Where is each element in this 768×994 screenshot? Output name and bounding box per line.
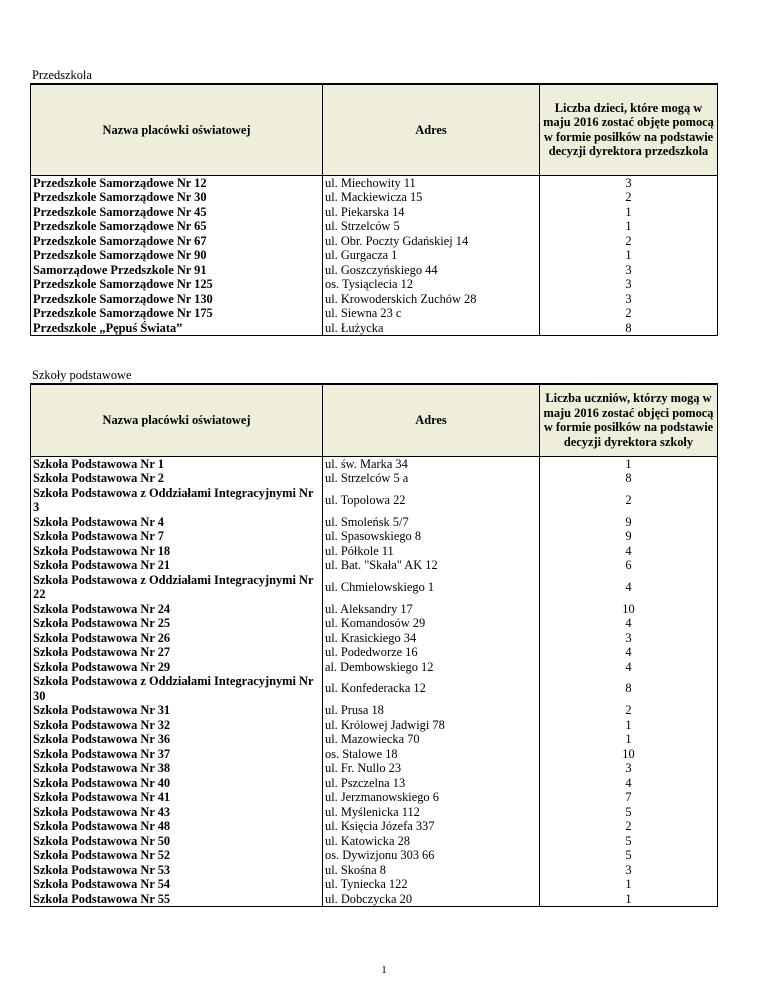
address-cell: ul. św. Marka 34	[323, 456, 540, 471]
address-cell: ul. Królowej Jadwigi 78	[323, 718, 540, 733]
address-cell: ul. Aleksandry 17	[323, 602, 540, 617]
school-name-cell: Szkoła Podstawowa Nr 26	[31, 631, 323, 646]
count-cell: 3	[540, 277, 718, 292]
school-name-cell: Szkoła Podstawowa Nr 18	[31, 544, 323, 559]
school-name-cell: Szkoła Podstawowa Nr 24	[31, 602, 323, 617]
address-cell: ul. Podedworze 16	[323, 645, 540, 660]
address-cell: os. Stalowe 18	[323, 747, 540, 762]
count-cell: 9	[540, 515, 718, 530]
table-row	[31, 263, 718, 278]
address-cell: ul. Tyniecka 122	[323, 877, 540, 892]
preschools-table	[30, 83, 718, 336]
address-cell: ul. Bat. "Skała" AK 12	[323, 558, 540, 573]
address-cell: ul. Goszczyńskiego 44	[323, 263, 540, 278]
table-row	[31, 747, 718, 762]
primary-section-title: Szkoły podstawowe	[32, 368, 132, 382]
school-name-cell: Przedszkole Samorządowe Nr 125	[31, 277, 323, 292]
school-name-cell: Przedszkole Samorządowe Nr 67	[31, 234, 323, 249]
school-name-cell: Szkoła Podstawowa Nr 48	[31, 819, 323, 834]
preschools-header-name: Nazwa placówki oświatowej	[31, 84, 323, 175]
count-cell: 3	[540, 263, 718, 278]
address-cell: ul. Miechowity 11	[323, 175, 540, 190]
address-cell: ul. Strzelców 5	[323, 219, 540, 234]
address-cell: ul. Mackiewicza 15	[323, 190, 540, 205]
table-row	[31, 863, 718, 878]
table-row	[31, 175, 718, 190]
table-row	[31, 277, 718, 292]
school-name-cell: Szkoła Podstawowa Nr 25	[31, 616, 323, 631]
school-name-cell: Szkoła Podstawowa Nr 52	[31, 848, 323, 863]
preschools-header-count: Liczba dzieci, które mogą w maju 2016 zostać objęte pomocą w formie posiłków na podstawie decyzji dyrektora przedszkola	[540, 84, 718, 175]
table-row	[31, 877, 718, 892]
address-cell: ul. Spasowskiego 8	[323, 529, 540, 544]
table-row	[31, 790, 718, 805]
school-name-cell: Szkoła Podstawowa Nr 21	[31, 558, 323, 573]
count-cell: 5	[540, 848, 718, 863]
table-row	[31, 234, 718, 249]
count-cell: 5	[540, 805, 718, 820]
address-cell: ul. Myślenicka 112	[323, 805, 540, 820]
table-row	[31, 848, 718, 863]
preschools-table-body	[31, 175, 718, 336]
table-row	[31, 248, 718, 263]
school-name-cell: Szkoła Podstawowa Nr 40	[31, 776, 323, 791]
school-name-cell: Przedszkole Samorządowe Nr 130	[31, 292, 323, 307]
table-row	[31, 321, 718, 336]
count-cell: 1	[540, 219, 718, 234]
count-cell: 6	[540, 558, 718, 573]
address-cell: ul. Siewna 23 c	[323, 306, 540, 321]
count-cell: 2	[540, 234, 718, 249]
table-row	[31, 292, 718, 307]
address-cell: ul. Katowicka 28	[323, 834, 540, 849]
table-row	[31, 660, 718, 675]
primary-table-body	[31, 456, 718, 907]
table-row	[31, 529, 718, 544]
count-cell: 1	[540, 456, 718, 471]
count-cell: 2	[540, 306, 718, 321]
address-cell: ul. Krowoderskich Zuchów 28	[323, 292, 540, 307]
count-cell: 10	[540, 602, 718, 617]
table-row	[31, 703, 718, 718]
count-cell: 1	[540, 718, 718, 733]
primary-header-name: Nazwa placówki oświatowej	[31, 384, 323, 456]
address-cell: ul. Prusa 18	[323, 703, 540, 718]
address-cell: ul. Konfederacka 12	[323, 674, 540, 703]
table-row	[31, 306, 718, 321]
table-row	[31, 456, 718, 471]
count-cell: 3	[540, 631, 718, 646]
count-cell: 2	[540, 819, 718, 834]
count-cell: 4	[540, 776, 718, 791]
table-row	[31, 819, 718, 834]
school-name-cell: Szkoła Podstawowa Nr 53	[31, 863, 323, 878]
count-cell: 4	[540, 645, 718, 660]
table-row	[31, 573, 718, 602]
school-name-cell: Szkoła Podstawowa Nr 37	[31, 747, 323, 762]
table-row	[31, 616, 718, 631]
school-name-cell: Przedszkole „Pępuś Świata”	[31, 321, 323, 336]
count-cell: 1	[540, 248, 718, 263]
table-row	[31, 558, 718, 573]
table-row	[31, 645, 718, 660]
table-row	[31, 892, 718, 907]
school-name-cell: Szkoła Podstawowa Nr 36	[31, 732, 323, 747]
count-cell: 4	[540, 660, 718, 675]
address-cell: ul. Krasickiego 34	[323, 631, 540, 646]
address-cell: ul. Topolowa 22	[323, 486, 540, 515]
address-cell: al. Dembowskiego 12	[323, 660, 540, 675]
address-cell: ul. Pszczelna 13	[323, 776, 540, 791]
table-row	[31, 674, 718, 703]
address-cell: ul. Smoleńsk 5/7	[323, 515, 540, 530]
address-cell: os. Dywizjonu 303 66	[323, 848, 540, 863]
primary-header-count: Liczba uczniów, którzy mogą w maju 2016 zostać objęci pomocą w formie posiłków na podstawie decyzji dyrektora szkoły	[540, 384, 718, 456]
school-name-cell: Szkoła Podstawowa Nr 1	[31, 456, 323, 471]
school-name-cell: Szkoła Podstawowa Nr 50	[31, 834, 323, 849]
school-name-cell: Szkoła Podstawowa Nr 29	[31, 660, 323, 675]
address-cell: os. Tysiąclecia 12	[323, 277, 540, 292]
school-name-cell: Szkoła Podstawowa Nr 38	[31, 761, 323, 776]
address-cell: ul. Fr. Nullo 23	[323, 761, 540, 776]
school-name-cell: Przedszkole Samorządowe Nr 175	[31, 306, 323, 321]
address-cell: ul. Obr. Poczty Gdańskiej 14	[323, 234, 540, 249]
count-cell: 3	[540, 175, 718, 190]
school-name-cell: Szkoła Podstawowa z Oddziałami Integracyjnymi Nr 3	[31, 486, 323, 515]
count-cell: 8	[540, 471, 718, 486]
count-cell: 4	[540, 573, 718, 602]
table-row	[31, 761, 718, 776]
count-cell: 7	[540, 790, 718, 805]
count-cell: 2	[540, 486, 718, 515]
count-cell: 8	[540, 321, 718, 336]
primary-schools-table	[30, 383, 718, 907]
school-name-cell: Szkoła Podstawowa Nr 7	[31, 529, 323, 544]
preschools-header-address: Adres	[323, 84, 540, 175]
school-name-cell: Szkoła Podstawowa Nr 2	[31, 471, 323, 486]
count-cell: 1	[540, 205, 718, 220]
table-row	[31, 805, 718, 820]
count-cell: 3	[540, 863, 718, 878]
school-name-cell: Szkoła Podstawowa Nr 54	[31, 877, 323, 892]
count-cell: 3	[540, 761, 718, 776]
count-cell: 9	[540, 529, 718, 544]
address-cell: ul. Gurgacza 1	[323, 248, 540, 263]
table-row	[31, 776, 718, 791]
page-number: 1	[381, 964, 387, 976]
school-name-cell: Szkoła Podstawowa z Oddziałami Integracyjnymi Nr 22	[31, 573, 323, 602]
count-cell: 10	[540, 747, 718, 762]
table-row	[31, 544, 718, 559]
count-cell: 3	[540, 292, 718, 307]
count-cell: 4	[540, 616, 718, 631]
table-row	[31, 205, 718, 220]
table-row	[31, 486, 718, 515]
address-cell: ul. Mazowiecka 70	[323, 732, 540, 747]
preschools-section-title: Przedszkola	[32, 68, 92, 82]
table-row	[31, 190, 718, 205]
school-name-cell: Przedszkole Samorządowe Nr 12	[31, 175, 323, 190]
address-cell: ul. Jerzmanowskiego 6	[323, 790, 540, 805]
count-cell: 5	[540, 834, 718, 849]
address-cell: ul. Skośna 8	[323, 863, 540, 878]
count-cell: 8	[540, 674, 718, 703]
count-cell: 2	[540, 703, 718, 718]
count-cell: 1	[540, 877, 718, 892]
address-cell: ul. Piekarska 14	[323, 205, 540, 220]
school-name-cell: Szkoła Podstawowa z Oddziałami Integracyjnymi Nr 30	[31, 674, 323, 703]
count-cell: 2	[540, 190, 718, 205]
address-cell: ul. Łużycka	[323, 321, 540, 336]
school-name-cell: Szkoła Podstawowa Nr 32	[31, 718, 323, 733]
address-cell: ul. Dobczycka 20	[323, 892, 540, 907]
address-cell: ul. Półkole 11	[323, 544, 540, 559]
count-cell: 4	[540, 544, 718, 559]
count-cell: 1	[540, 732, 718, 747]
table-row	[31, 219, 718, 234]
table-row	[31, 834, 718, 849]
count-cell: 1	[540, 892, 718, 907]
table-row	[31, 471, 718, 486]
table-row	[31, 602, 718, 617]
table-row	[31, 718, 718, 733]
school-name-cell: Szkoła Podstawowa Nr 43	[31, 805, 323, 820]
school-name-cell: Szkoła Podstawowa Nr 4	[31, 515, 323, 530]
address-cell: ul. Chmielowskiego 1	[323, 573, 540, 602]
address-cell: ul. Księcia Józefa 337	[323, 819, 540, 834]
school-name-cell: Szkoła Podstawowa Nr 31	[31, 703, 323, 718]
table-row	[31, 732, 718, 747]
table-row	[31, 631, 718, 646]
table-row	[31, 515, 718, 530]
school-name-cell: Przedszkole Samorządowe Nr 65	[31, 219, 323, 234]
address-cell: ul. Komandosów 29	[323, 616, 540, 631]
school-name-cell: Samorządowe Przedszkole Nr 91	[31, 263, 323, 278]
school-name-cell: Szkoła Podstawowa Nr 41	[31, 790, 323, 805]
school-name-cell: Przedszkole Samorządowe Nr 30	[31, 190, 323, 205]
address-cell: ul. Strzelców 5 a	[323, 471, 540, 486]
school-name-cell: Szkoła Podstawowa Nr 55	[31, 892, 323, 907]
school-name-cell: Przedszkole Samorządowe Nr 45	[31, 205, 323, 220]
school-name-cell: Szkoła Podstawowa Nr 27	[31, 645, 323, 660]
primary-header-address: Adres	[323, 384, 540, 456]
school-name-cell: Przedszkole Samorządowe Nr 90	[31, 248, 323, 263]
